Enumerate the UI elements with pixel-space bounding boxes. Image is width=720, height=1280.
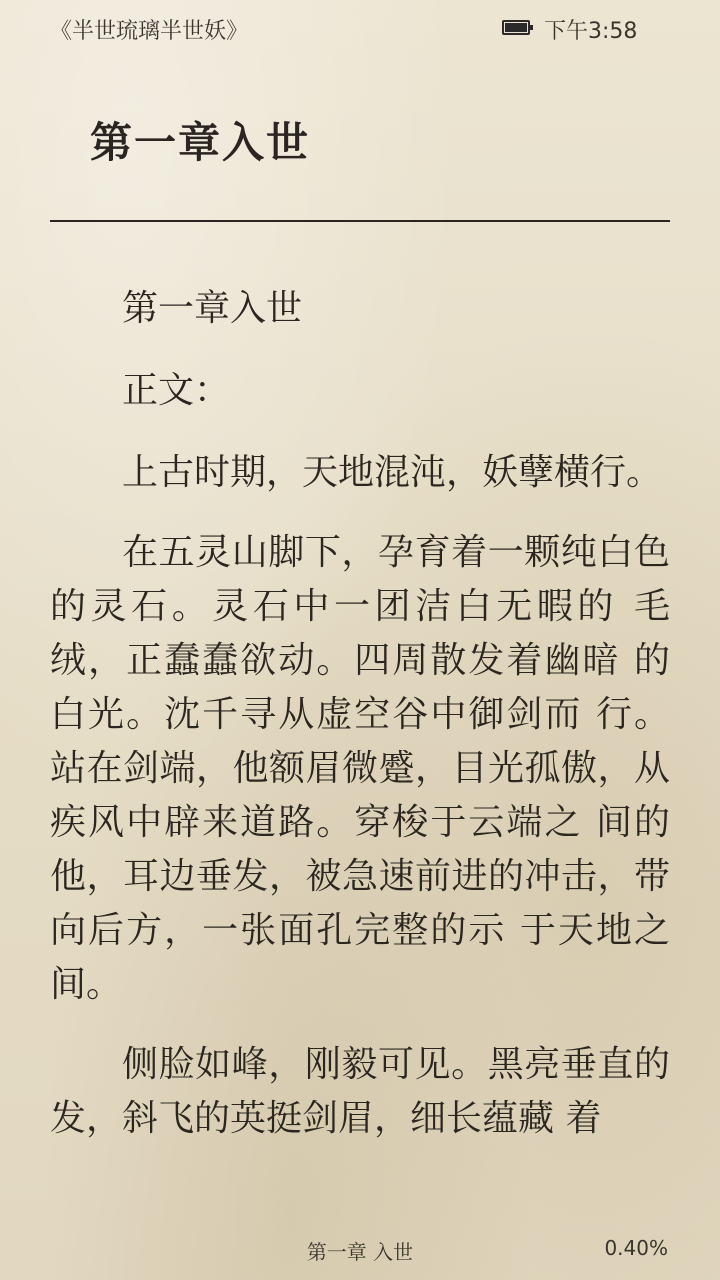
battery-full-icon xyxy=(502,20,530,35)
paragraph: 第一章入世 xyxy=(122,288,303,329)
paragraph: 侧脸如峰，刚毅可见。黑亮垂直的发，斜飞的英挺剑眉，细长蕴藏 着 xyxy=(50,1044,670,1139)
status-time: 下午3:58 xyxy=(544,19,638,44)
reading-content[interactable] xyxy=(50,282,670,1172)
reader-footer xyxy=(0,1236,720,1268)
book-title: 《半世琉璃半世妖》 xyxy=(50,19,249,44)
paragraph: 上古时期，天地混沌，妖孽横行。 xyxy=(122,452,663,493)
paragraph: 在五灵山脚下，孕育着一颗纯白色的灵石。灵石中一团洁白无暇的 毛绒，正蠢蠢欲动。四周散发着幽暗 的白光。沈千寻从虚空谷中御剑而 行。站在剑端，他额眉微蹙，目光孤傲，从疾风中辟来道路。穿梭于云端之 间的他，耳边垂发，被急速前进的冲击，带向后方，一张面孔完整的示 于天地之间。 xyxy=(50,532,670,1005)
paragraph: 正文： xyxy=(122,370,231,411)
reading-progress: 0.40% xyxy=(604,1236,668,1260)
chapter-heading: 第一章入世 xyxy=(90,118,311,167)
status-bar xyxy=(0,0,720,56)
heading-divider xyxy=(50,220,670,222)
footer-chapter-label: 第一章 入世 xyxy=(306,1240,414,1264)
